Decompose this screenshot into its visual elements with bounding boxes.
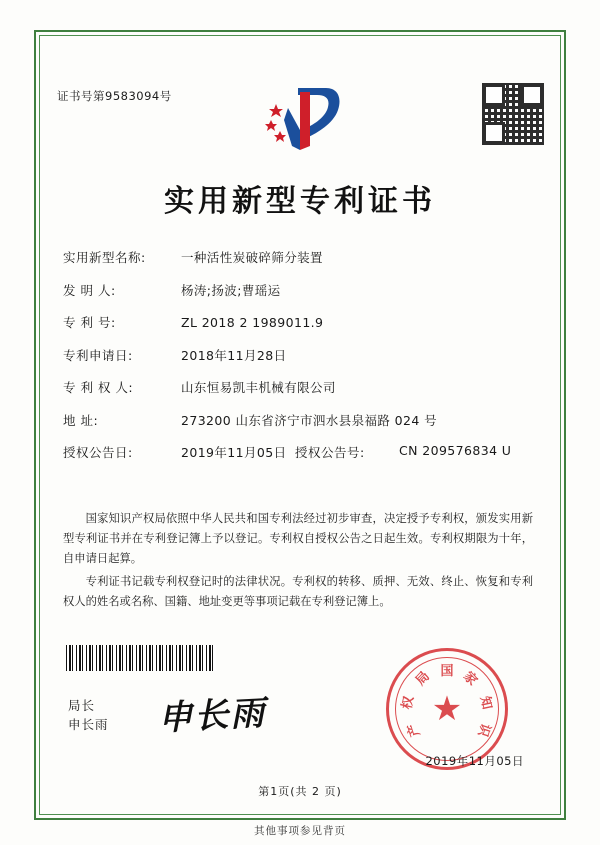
seal-date: 2019年11月05日 <box>425 754 524 768</box>
field-list <box>63 248 533 476</box>
seal-character: 家 <box>460 668 480 689</box>
barcode-icon <box>66 645 216 671</box>
page-number: 第1页(共 2 页) <box>258 785 342 798</box>
grant-number-label: 授权公告号: <box>295 445 365 460</box>
legal-text-block <box>63 509 533 616</box>
field-value: 2018年11月28日 <box>181 347 287 363</box>
seal-character: 识 <box>474 721 493 739</box>
field-row <box>63 346 533 364</box>
legal-paragraph: 专利证书记载专利权登记时的法律状况。专利权的转移、质押、无效、终止、恢复和专利权人的姓名或名称、国籍、地址变更等事项记载在专利登记簿上。 <box>63 575 533 609</box>
grant-row <box>63 443 533 461</box>
field-label: 专利申请日: <box>63 347 133 363</box>
grant-number-value: CN 209576834 U <box>399 443 512 458</box>
field-label: 实用新型名称: <box>63 250 146 265</box>
certificate-number: 证书号第9583094号 <box>57 89 172 103</box>
field-label: 发 明 人: <box>63 282 116 298</box>
field-label: 专 利 号: <box>63 315 116 330</box>
grant-date-label: 授权公告日: <box>63 445 133 460</box>
field-row <box>63 281 533 299</box>
director-title: 局长 <box>68 698 96 713</box>
field-value: 杨涛;扬波;曹瑶运 <box>181 282 281 298</box>
field-label: 地 址: <box>63 412 99 428</box>
signature-block <box>68 696 109 735</box>
handwritten-signature: 申长雨 <box>157 693 268 739</box>
field-value: 273200 山东省济宁市泗水县泉福路 024 号 <box>181 412 437 428</box>
field-row <box>63 313 533 331</box>
seal-character: 知 <box>476 694 495 711</box>
field-value: ZL 2018 2 1989011.9 <box>181 315 324 330</box>
seal-star-icon: ★ <box>431 689 463 729</box>
field-row <box>63 248 533 266</box>
qr-code-icon <box>482 83 544 145</box>
seal-character: 权 <box>399 694 418 711</box>
seal-character: 产 <box>405 721 424 739</box>
page-title: 实用新型专利证书 <box>164 184 436 219</box>
back-page-note: 其他事项参见背页 <box>254 825 346 837</box>
field-row <box>63 378 533 396</box>
director-name: 申长雨 <box>68 717 109 733</box>
field-row <box>63 411 533 429</box>
legal-paragraph: 国家知识产权局依照中华人民共和国专利法经过初步审查，决定授予专利权，颁发实用新型专利证书并在专利登记簿上予以登记。专利权自授权公告之日起生效。专利权期限为十年，自申请日起算。 <box>63 512 533 565</box>
field-value: 一种活性炭破碎筛分装置 <box>181 250 323 265</box>
field-label: 专 利 权 人: <box>63 380 134 395</box>
grant-date-value: 2019年11月05日 <box>181 445 287 460</box>
seal-character: 国 <box>440 664 454 679</box>
patent-office-emblem-icon <box>254 84 346 158</box>
official-seal <box>386 648 508 770</box>
field-value: 山东恒易凯丰机械有限公司 <box>181 380 336 395</box>
seal-character: 局 <box>413 668 433 689</box>
